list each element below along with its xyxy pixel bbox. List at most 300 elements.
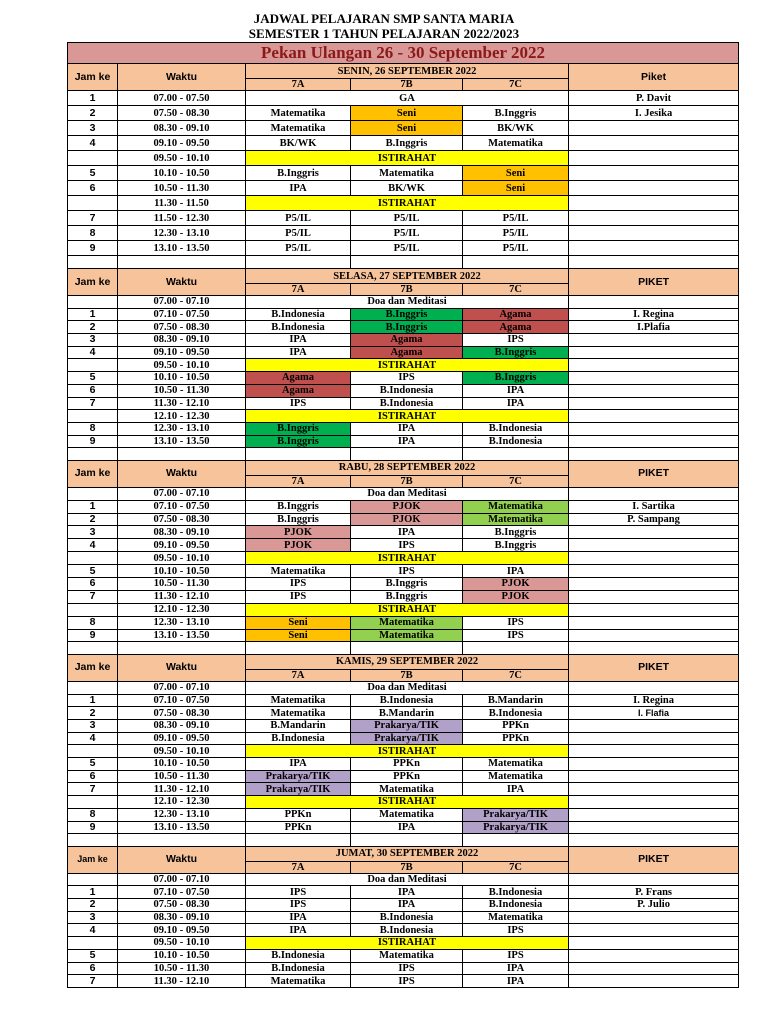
empty-cell <box>246 642 351 655</box>
time-cell: 12.30 - 13.10 <box>118 226 246 241</box>
subject-cell: IPA <box>351 435 463 448</box>
subject-cell: BK/WK <box>246 136 351 151</box>
subject-cell: B.Mandarin <box>246 720 351 733</box>
subject-cell: P5/IL <box>463 211 569 226</box>
piket-cell <box>569 196 739 211</box>
lesson-row <box>68 372 739 385</box>
lesson-row <box>68 732 739 745</box>
subject-cell: Matematika <box>463 136 569 151</box>
jam-ke-cell: 1 <box>68 500 118 513</box>
jam-ke-cell: 5 <box>68 166 118 181</box>
subject-cell: BK/WK <box>463 121 569 136</box>
empty-cell <box>569 256 739 269</box>
jam-ke-cell: 1 <box>68 886 118 899</box>
lesson-row <box>68 384 739 397</box>
activity-cell: GA <box>246 91 569 106</box>
piket-cell <box>569 334 739 347</box>
subject-cell: B.Mandarin <box>463 694 569 707</box>
lesson-row <box>68 121 739 136</box>
piket-cell <box>569 435 739 448</box>
piket-cell <box>569 422 739 435</box>
time-cell: 12.10 - 12.30 <box>118 603 246 616</box>
time-cell: 07.00 - 07.50 <box>118 91 246 106</box>
time-cell: 09.50 - 10.10 <box>118 151 246 166</box>
subject-cell: B.Inggris <box>246 500 351 513</box>
subject-cell: PPKn <box>246 821 351 834</box>
class-header: 7B <box>351 669 463 681</box>
subject-cell: Prakarya/TIK <box>246 783 351 796</box>
lesson-row <box>68 166 739 181</box>
lesson-row <box>68 526 739 539</box>
empty-cell <box>68 642 118 655</box>
jam-ke-cell: 9 <box>68 241 118 256</box>
piket-cell: I.Plafia <box>569 321 739 334</box>
lesson-row <box>68 487 739 500</box>
jam-ke-cell <box>68 937 118 950</box>
subject-cell: Agama <box>351 346 463 359</box>
piket-cell <box>569 121 739 136</box>
subject-cell: B.Inggris <box>351 577 463 590</box>
time-cell: 11.30 - 12.10 <box>118 397 246 410</box>
subject-cell: Seni <box>463 181 569 196</box>
day-header-row <box>68 64 739 79</box>
jam-ke-header: Jam ke <box>68 654 118 681</box>
piket-cell: I. Flafia <box>569 707 739 720</box>
piket-cell <box>569 745 739 758</box>
piket-cell <box>569 796 739 809</box>
time-cell: 07.50 - 08.30 <box>118 513 246 526</box>
class-header: 7C <box>463 475 569 487</box>
subject-cell: B.Inggris <box>463 346 569 359</box>
jam-ke-header: Jam ke <box>68 460 118 487</box>
day-title: SENIN, 26 SEPTEMBER 2022 <box>246 64 569 79</box>
time-cell: 07.50 - 08.30 <box>118 321 246 334</box>
empty-cell <box>351 642 463 655</box>
subject-cell: Seni <box>463 166 569 181</box>
schedule-table <box>67 42 739 988</box>
piket-cell <box>569 873 739 886</box>
piket-header: Piket <box>569 64 739 91</box>
subject-cell: B.Inggris <box>246 422 351 435</box>
time-cell: 07.00 - 07.10 <box>118 681 246 694</box>
jam-ke-cell: 8 <box>68 616 118 629</box>
lesson-row <box>68 681 739 694</box>
subject-cell: IPA <box>246 924 351 937</box>
subject-cell: IPA <box>351 886 463 899</box>
subject-cell: IPS <box>463 924 569 937</box>
subject-cell: B.Indonesia <box>351 911 463 924</box>
subject-cell: PJOK <box>463 590 569 603</box>
jam-ke-cell <box>68 487 118 500</box>
day-header-row <box>68 846 739 861</box>
piket-header: PIKET <box>569 269 739 296</box>
waktu-header: Waktu <box>118 846 246 873</box>
piket-cell <box>569 372 739 385</box>
jam-ke-cell: 8 <box>68 422 118 435</box>
jam-ke-cell: 5 <box>68 565 118 578</box>
day-title: JUMAT, 30 SEPTEMBER 2022 <box>246 846 569 861</box>
jam-ke-cell: 7 <box>68 975 118 988</box>
subject-cell: BK/WK <box>351 181 463 196</box>
subject-cell: IPA <box>246 334 351 347</box>
subject-cell: Prakarya/TIK <box>463 808 569 821</box>
empty-cell <box>118 448 246 461</box>
time-cell: 10.10 - 10.50 <box>118 758 246 771</box>
activity-cell: Doa dan Meditasi <box>246 487 569 500</box>
empty-cell <box>463 256 569 269</box>
jam-ke-cell: 3 <box>68 121 118 136</box>
jam-ke-cell: 6 <box>68 577 118 590</box>
subject-cell: PJOK <box>351 500 463 513</box>
lesson-row <box>68 720 739 733</box>
time-cell: 07.50 - 08.30 <box>118 899 246 912</box>
time-cell: 12.30 - 13.10 <box>118 616 246 629</box>
piket-cell: I. Regina <box>569 694 739 707</box>
lesson-row <box>68 241 739 256</box>
subject-cell: PPKn <box>351 770 463 783</box>
activity-cell: Doa dan Meditasi <box>246 681 569 694</box>
subject-cell: P5/IL <box>463 241 569 256</box>
break-label: ISTIRAHAT <box>246 151 569 166</box>
lesson-row <box>68 226 739 241</box>
subject-cell: Matematika <box>246 121 351 136</box>
empty-cell <box>68 448 118 461</box>
subject-cell: IPS <box>463 949 569 962</box>
time-cell: 11.30 - 12.10 <box>118 783 246 796</box>
subject-cell: Seni <box>351 106 463 121</box>
subject-cell: Matematika <box>246 694 351 707</box>
lesson-row <box>68 616 739 629</box>
jam-ke-cell <box>68 410 118 423</box>
time-cell: 10.10 - 10.50 <box>118 565 246 578</box>
jam-ke-cell <box>68 873 118 886</box>
subject-cell: IPS <box>246 886 351 899</box>
subject-cell: IPA <box>463 962 569 975</box>
jam-ke-cell: 6 <box>68 181 118 196</box>
break-label: ISTIRAHAT <box>246 796 569 809</box>
subject-cell: PJOK <box>463 577 569 590</box>
subject-cell: B.Indonesia <box>463 435 569 448</box>
jam-ke-cell: 9 <box>68 821 118 834</box>
subject-cell: B.Indonesia <box>246 321 351 334</box>
jam-ke-cell: 2 <box>68 106 118 121</box>
subject-cell: P5/IL <box>351 226 463 241</box>
subject-cell: Matematika <box>351 808 463 821</box>
subject-cell: PJOK <box>351 513 463 526</box>
time-cell: 10.50 - 11.30 <box>118 770 246 783</box>
time-cell: 10.10 - 10.50 <box>118 949 246 962</box>
break-row <box>68 151 739 166</box>
subject-cell: Matematika <box>246 565 351 578</box>
time-cell: 07.50 - 08.30 <box>118 707 246 720</box>
jam-ke-cell: 4 <box>68 924 118 937</box>
subject-cell: Seni <box>246 629 351 642</box>
jam-ke-cell: 8 <box>68 808 118 821</box>
subject-cell: IPS <box>463 334 569 347</box>
subject-cell: PPKn <box>463 720 569 733</box>
jam-ke-cell: 4 <box>68 346 118 359</box>
jam-ke-cell: 3 <box>68 526 118 539</box>
spacer-row <box>68 642 739 655</box>
time-cell: 07.00 - 07.10 <box>118 296 246 309</box>
time-cell: 07.00 - 07.10 <box>118 487 246 500</box>
class-header: 7C <box>463 284 569 296</box>
subject-cell: P5/IL <box>246 226 351 241</box>
lesson-row <box>68 422 739 435</box>
subject-cell: B.Inggris <box>463 539 569 552</box>
jam-ke-cell: 5 <box>68 372 118 385</box>
subject-cell: B.Inggris <box>463 106 569 121</box>
time-cell: 07.10 - 07.50 <box>118 308 246 321</box>
class-header: 7B <box>351 284 463 296</box>
class-header: 7C <box>463 79 569 91</box>
spacer-row <box>68 834 739 847</box>
piket-cell <box>569 732 739 745</box>
break-label: ISTIRAHAT <box>246 937 569 950</box>
day-title: SELASA, 27 SEPTEMBER 2022 <box>246 269 569 284</box>
subject-cell: Seni <box>351 121 463 136</box>
lesson-row <box>68 899 739 912</box>
empty-cell <box>351 834 463 847</box>
subject-cell: Prakarya/TIK <box>351 732 463 745</box>
piket-cell <box>569 783 739 796</box>
break-row <box>68 196 739 211</box>
time-cell: 07.10 - 07.50 <box>118 500 246 513</box>
class-header: 7A <box>246 475 351 487</box>
subject-cell: PJOK <box>246 526 351 539</box>
time-cell: 12.10 - 12.30 <box>118 410 246 423</box>
piket-cell <box>569 720 739 733</box>
subject-cell: B.Indonesia <box>351 924 463 937</box>
time-cell: 12.30 - 13.10 <box>118 422 246 435</box>
jam-ke-cell: 3 <box>68 720 118 733</box>
lesson-row <box>68 808 739 821</box>
piket-cell <box>569 181 739 196</box>
subject-cell: IPA <box>463 397 569 410</box>
jam-ke-cell <box>68 359 118 372</box>
jam-ke-cell: 7 <box>68 783 118 796</box>
piket-cell <box>569 136 739 151</box>
piket-cell <box>569 526 739 539</box>
subject-cell: IPA <box>246 758 351 771</box>
subject-cell: P5/IL <box>246 211 351 226</box>
time-cell: 10.10 - 10.50 <box>118 372 246 385</box>
subject-cell: IPS <box>463 616 569 629</box>
empty-cell <box>569 834 739 847</box>
subject-cell: Agama <box>463 321 569 334</box>
class-header: 7B <box>351 79 463 91</box>
time-cell: 07.00 - 07.10 <box>118 873 246 886</box>
jam-ke-cell <box>68 296 118 309</box>
subject-cell: IPA <box>351 899 463 912</box>
subject-cell: Matematika <box>351 629 463 642</box>
subject-cell: Matematika <box>351 949 463 962</box>
time-cell: 12.30 - 13.10 <box>118 808 246 821</box>
day-title: KAMIS, 29 SEPTEMBER 2022 <box>246 654 569 669</box>
jam-ke-cell: 4 <box>68 136 118 151</box>
time-cell: 09.10 - 09.50 <box>118 924 246 937</box>
jam-ke-cell: 1 <box>68 308 118 321</box>
lesson-row <box>68 500 739 513</box>
subject-cell: IPA <box>246 346 351 359</box>
lesson-row <box>68 513 739 526</box>
piket-cell <box>569 565 739 578</box>
jam-ke-cell: 1 <box>68 91 118 106</box>
time-cell: 11.30 - 11.50 <box>118 196 246 211</box>
lesson-row <box>68 321 739 334</box>
lesson-row <box>68 181 739 196</box>
subject-cell: Agama <box>246 372 351 385</box>
subject-cell: B.Indonesia <box>246 949 351 962</box>
subject-cell: Matematika <box>246 707 351 720</box>
time-cell: 11.30 - 12.10 <box>118 975 246 988</box>
lesson-row <box>68 629 739 642</box>
piket-cell <box>569 487 739 500</box>
jam-ke-cell: 8 <box>68 226 118 241</box>
piket-cell <box>569 166 739 181</box>
lesson-row <box>68 758 739 771</box>
activity-cell: Doa dan Meditasi <box>246 873 569 886</box>
lesson-row <box>68 136 739 151</box>
lesson-row <box>68 308 739 321</box>
time-cell: 09.10 - 09.50 <box>118 346 246 359</box>
day-header-row <box>68 460 739 475</box>
subject-cell: B.Indonesia <box>463 422 569 435</box>
subject-cell: IPA <box>463 975 569 988</box>
class-header: 7C <box>463 861 569 873</box>
piket-cell: I. Regina <box>569 308 739 321</box>
subject-cell: Agama <box>463 308 569 321</box>
activity-cell: Doa dan Meditasi <box>246 296 569 309</box>
lesson-row <box>68 911 739 924</box>
piket-cell <box>569 603 739 616</box>
empty-cell <box>68 834 118 847</box>
subject-cell: IPS <box>351 372 463 385</box>
lesson-row <box>68 962 739 975</box>
break-row <box>68 552 739 565</box>
waktu-header: Waktu <box>118 64 246 91</box>
time-cell: 08.30 - 09.10 <box>118 526 246 539</box>
jam-ke-cell <box>68 196 118 211</box>
subject-cell: B.Inggris <box>246 435 351 448</box>
break-row <box>68 603 739 616</box>
time-cell: 09.50 - 10.10 <box>118 937 246 950</box>
jam-ke-cell: 4 <box>68 732 118 745</box>
jam-ke-cell: 6 <box>68 770 118 783</box>
jam-ke-cell <box>68 681 118 694</box>
subject-cell: IPS <box>351 975 463 988</box>
subject-cell: B.Indonesia <box>463 899 569 912</box>
lesson-row <box>68 106 739 121</box>
lesson-row <box>68 975 739 988</box>
piket-cell <box>569 296 739 309</box>
piket-cell <box>569 552 739 565</box>
time-cell: 10.50 - 11.30 <box>118 962 246 975</box>
time-cell: 08.30 - 09.10 <box>118 121 246 136</box>
jam-ke-header: Jam ke <box>68 846 118 873</box>
jam-ke-cell <box>68 745 118 758</box>
jam-ke-cell: 5 <box>68 758 118 771</box>
subject-cell: Matematika <box>351 166 463 181</box>
time-cell: 09.10 - 09.50 <box>118 539 246 552</box>
empty-cell <box>351 256 463 269</box>
empty-cell <box>463 642 569 655</box>
empty-cell <box>569 642 739 655</box>
empty-cell <box>118 642 246 655</box>
time-cell: 10.50 - 11.30 <box>118 577 246 590</box>
piket-cell: I. Sartika <box>569 500 739 513</box>
break-row <box>68 359 739 372</box>
time-cell: 08.30 - 09.10 <box>118 911 246 924</box>
lesson-row <box>68 590 739 603</box>
jam-ke-cell: 3 <box>68 911 118 924</box>
subject-cell: Prakarya/TIK <box>463 821 569 834</box>
jam-ke-cell: 2 <box>68 899 118 912</box>
time-cell: 12.10 - 12.30 <box>118 796 246 809</box>
jam-ke-header: Jam ke <box>68 64 118 91</box>
lesson-row <box>68 539 739 552</box>
subject-cell: B.Indonesia <box>246 962 351 975</box>
jam-ke-cell: 5 <box>68 949 118 962</box>
jam-ke-cell <box>68 151 118 166</box>
subject-cell: IPS <box>246 590 351 603</box>
piket-header: PIKET <box>569 846 739 873</box>
piket-cell <box>569 911 739 924</box>
break-row <box>68 745 739 758</box>
subject-cell: Agama <box>351 334 463 347</box>
piket-cell <box>569 211 739 226</box>
piket-cell <box>569 616 739 629</box>
piket-cell <box>569 151 739 166</box>
lesson-row <box>68 211 739 226</box>
time-cell: 13.10 - 13.50 <box>118 435 246 448</box>
jam-ke-cell: 7 <box>68 397 118 410</box>
subject-cell: B.Indonesia <box>246 308 351 321</box>
piket-cell <box>569 226 739 241</box>
piket-cell <box>569 924 739 937</box>
subject-cell: IPS <box>246 899 351 912</box>
subject-cell: IPS <box>246 577 351 590</box>
piket-cell: P. Sampang <box>569 513 739 526</box>
subject-cell: B.Indonesia <box>351 694 463 707</box>
break-label: ISTIRAHAT <box>246 410 569 423</box>
lesson-row <box>68 770 739 783</box>
piket-cell <box>569 346 739 359</box>
lesson-row <box>68 694 739 707</box>
lesson-row <box>68 873 739 886</box>
class-header: 7B <box>351 475 463 487</box>
piket-header: PIKET <box>569 460 739 487</box>
piket-cell <box>569 241 739 256</box>
empty-cell <box>463 834 569 847</box>
day-header-row <box>68 654 739 669</box>
lesson-row <box>68 924 739 937</box>
empty-cell <box>118 834 246 847</box>
subject-cell: B.Inggris <box>351 321 463 334</box>
jam-ke-cell: 2 <box>68 707 118 720</box>
piket-cell <box>569 821 739 834</box>
break-label: ISTIRAHAT <box>246 603 569 616</box>
class-header: 7A <box>246 669 351 681</box>
time-cell: 09.50 - 10.10 <box>118 745 246 758</box>
subject-cell: P5/IL <box>351 211 463 226</box>
piket-cell <box>569 681 739 694</box>
lesson-row <box>68 707 739 720</box>
subject-cell: IPS <box>351 565 463 578</box>
jam-ke-cell <box>68 552 118 565</box>
time-cell: 09.50 - 10.10 <box>118 552 246 565</box>
subject-cell: B.Inggris <box>351 308 463 321</box>
